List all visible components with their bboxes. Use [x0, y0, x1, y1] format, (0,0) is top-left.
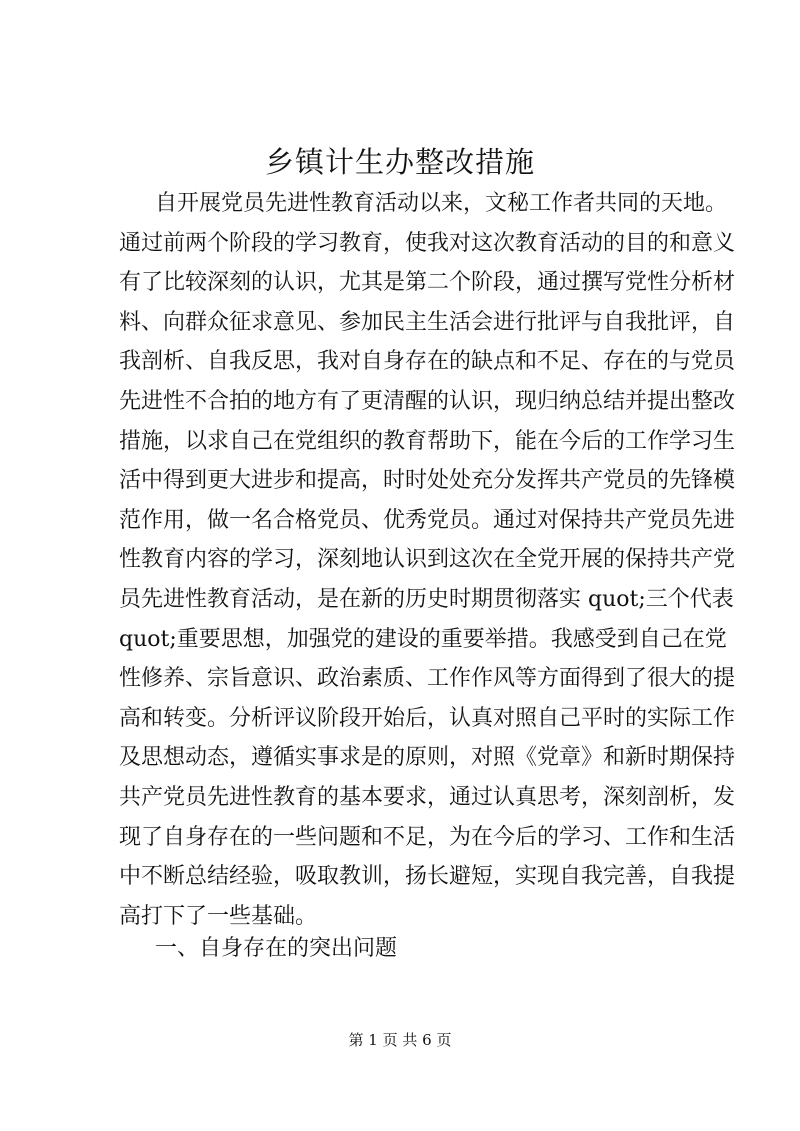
paragraph-line: 现了自身存在的一些问题和不足，为在今后的学习、工作和生活 — [119, 824, 736, 850]
paragraph-line: quot;重要思想，加强党的建设的重要举措。我感受到自己在党 — [119, 626, 727, 652]
paragraph-line: 共产党员先进性教育的基本要求，通过认真思考，深刻剖析，发 — [119, 784, 736, 810]
paragraph-line: 料、向群众征求意见、参加民主生活会进行批评与自我批评，自 — [119, 309, 736, 335]
paragraph-line: 高打下了一些基础。 — [119, 903, 318, 929]
section-heading: 一、自身存在的突出问题 — [155, 936, 398, 961]
paragraph-line: 及思想动态，遵循实事求是的原则，对照《党章》和新时期保持 — [119, 745, 736, 771]
paragraph-line: 活中得到更大进步和提高，时时处处充分发挥共产党员的先锋模 — [119, 468, 736, 494]
paragraph-line: 中不断总结经验，吸取教训，扬长避短，实现自我完善，自我提 — [119, 864, 736, 890]
paragraph-line: 性修养、宗旨意识、政治素质、工作作风等方面得到了很大的提 — [119, 666, 736, 692]
paragraph-line: 措施，以求自己在党组织的教育帮助下，能在今后的工作学习生 — [119, 428, 736, 454]
paragraph-line: 通过前两个阶段的学习教育，使我对这次教育活动的目的和意义 — [119, 230, 736, 256]
document-title: 乡镇计生办整改措施 — [264, 145, 535, 179]
paragraph-line: 先进性不合拍的地方有了更清醒的认识，现归纳总结并提出整改 — [119, 388, 736, 414]
paragraph-line: 范作用，做一名合格党员、优秀党员。通过对保持共产党员先进 — [119, 507, 736, 533]
paragraph-line: 有了比较深刻的认识，尤其是第二个阶段，通过撰写党性分析材 — [119, 270, 736, 296]
paragraph-line: 我剖析、自我反思，我对自身存在的缺点和不足、存在的与党员 — [119, 349, 736, 375]
paragraph-line: 员先进性教育活动，是在新的历史时期贯彻落实 quot;三个代表 — [119, 586, 734, 612]
paragraph-line: 高和转变。分析评议阶段开始后，认真对照自己平时的实际工作 — [119, 705, 736, 731]
page-number-footer: 第 1 页 共 6 页 — [348, 1031, 452, 1049]
paragraph-line: 自开展党员先进性教育活动以来，文秘工作者共同的天地。 — [155, 191, 728, 216]
body-paragraph — [119, 184, 736, 936]
paragraph-line: 性教育内容的学习，深刻地认识到这次在全党开展的保持共产党 — [119, 547, 736, 573]
